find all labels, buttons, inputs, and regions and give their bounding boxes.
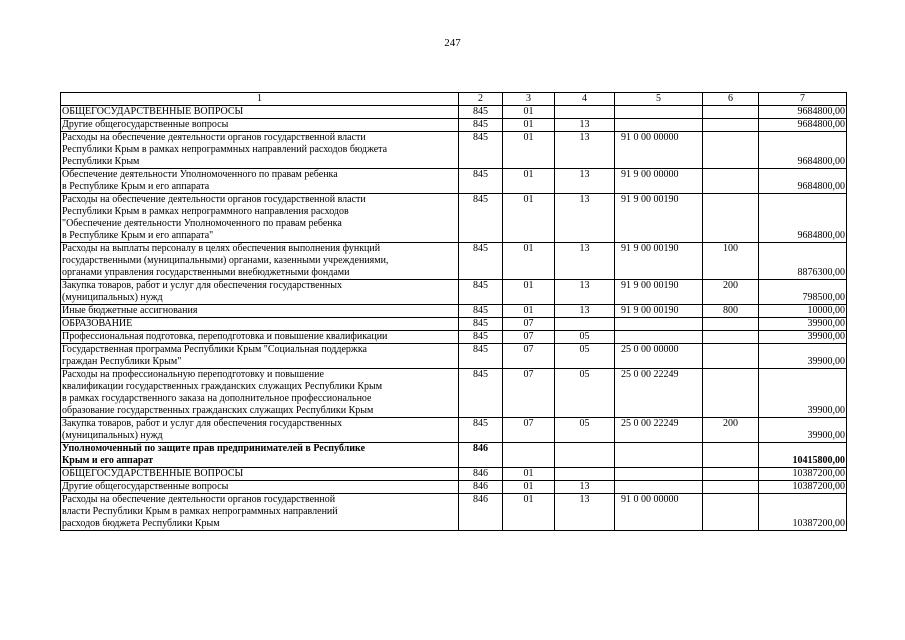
row-section-cell: 01 — [503, 305, 555, 318]
table-row — [61, 344, 847, 369]
row-expense-type-cell — [703, 494, 759, 531]
row-target-article-cell: 91 9 00 00190 — [615, 305, 703, 318]
row-section-cell: 01 — [503, 481, 555, 494]
row-section-cell: 01 — [503, 169, 555, 194]
row-name-cell: Обеспечение деятельности Уполномоченного по правам ребенка в Республике Крым и его аппарата — [61, 169, 459, 194]
row-target-article-cell — [615, 119, 703, 132]
row-department-cell: 845 — [459, 331, 503, 344]
column-header: 2 — [459, 93, 503, 106]
table-row — [61, 481, 847, 494]
row-department-cell: 845 — [459, 305, 503, 318]
row-amount-cell: 39900,00 — [759, 344, 847, 369]
table-row — [61, 305, 847, 318]
table-row — [61, 169, 847, 194]
row-amount-cell: 9684800,00 — [759, 169, 847, 194]
row-name-cell: ОБРАЗОВАНИЕ — [61, 318, 459, 331]
row-target-article-cell: 91 9 00 00190 — [615, 243, 703, 280]
row-department-cell: 845 — [459, 169, 503, 194]
row-name-cell: Закупка товаров, работ и услуг для обеспечения государственных (муниципальных) нужд — [61, 280, 459, 305]
row-expense-type-cell — [703, 369, 759, 418]
row-department-cell: 846 — [459, 481, 503, 494]
row-section-cell: 01 — [503, 194, 555, 243]
row-subsection-cell — [555, 468, 615, 481]
row-target-article-cell — [615, 468, 703, 481]
row-department-cell: 845 — [459, 132, 503, 169]
row-expense-type-cell — [703, 119, 759, 132]
row-expense-type-cell — [703, 132, 759, 169]
row-amount-cell: 10387200,00 — [759, 481, 847, 494]
row-target-article-cell: 25 0 00 22249 — [615, 418, 703, 443]
row-expense-type-cell: 800 — [703, 305, 759, 318]
row-amount-cell: 10415800,00 — [759, 443, 847, 468]
row-subsection-cell — [555, 443, 615, 468]
row-target-article-cell: 91 9 00 00190 — [615, 194, 703, 243]
column-header: 4 — [555, 93, 615, 106]
column-header: 1 — [61, 93, 459, 106]
row-section-cell: 07 — [503, 331, 555, 344]
row-subsection-cell: 05 — [555, 344, 615, 369]
row-expense-type-cell — [703, 194, 759, 243]
row-section-cell: 01 — [503, 243, 555, 280]
row-department-cell: 845 — [459, 369, 503, 418]
row-section-cell: 01 — [503, 468, 555, 481]
row-section-cell: 07 — [503, 418, 555, 443]
row-target-article-cell: 91 0 00 00000 — [615, 132, 703, 169]
row-target-article-cell — [615, 331, 703, 344]
row-subsection-cell: 13 — [555, 481, 615, 494]
row-expense-type-cell — [703, 468, 759, 481]
row-section-cell: 01 — [503, 106, 555, 119]
row-amount-cell: 9684800,00 — [759, 106, 847, 119]
row-subsection-cell: 13 — [555, 243, 615, 280]
table-row — [61, 243, 847, 280]
row-name-cell: Расходы на профессиональную переподготовку и повышение квалификации государственных гражданских служащих Республики Крым в рамках государственного заказа на дополнительное профессиональное образование государственных гражданских служащих Республики Крым — [61, 369, 459, 418]
row-expense-type-cell: 200 — [703, 418, 759, 443]
row-subsection-cell — [555, 106, 615, 119]
row-name-cell: Профессиональная подготовка, переподготовка и повышение квалификации — [61, 331, 459, 344]
table-body — [61, 93, 847, 531]
row-section-cell: 01 — [503, 119, 555, 132]
row-target-article-cell — [615, 443, 703, 468]
column-header: 5 — [615, 93, 703, 106]
row-expense-type-cell — [703, 443, 759, 468]
column-header: 6 — [703, 93, 759, 106]
row-name-cell: Уполномоченный по защите прав предпринимателей в Республике Крым и его аппарат — [61, 443, 459, 468]
row-amount-cell: 39900,00 — [759, 369, 847, 418]
column-header-row — [61, 93, 847, 106]
row-amount-cell: 9684800,00 — [759, 132, 847, 169]
row-department-cell: 845 — [459, 318, 503, 331]
row-target-article-cell: 25 0 00 00000 — [615, 344, 703, 369]
row-expense-type-cell — [703, 169, 759, 194]
table-row — [61, 369, 847, 418]
budget-table — [60, 92, 847, 531]
row-subsection-cell: 05 — [555, 418, 615, 443]
row-subsection-cell: 13 — [555, 194, 615, 243]
row-target-article-cell — [615, 318, 703, 331]
row-section-cell — [503, 443, 555, 468]
row-amount-cell: 9684800,00 — [759, 194, 847, 243]
row-department-cell: 846 — [459, 494, 503, 531]
row-subsection-cell: 13 — [555, 119, 615, 132]
row-name-cell: Расходы на обеспечение деятельности органов государственной власти Республики Крым в рамках непрограммных направлений расходов бюджета Республики Крым — [61, 132, 459, 169]
table-row — [61, 194, 847, 243]
row-department-cell: 846 — [459, 443, 503, 468]
row-amount-cell: 8876300,00 — [759, 243, 847, 280]
row-expense-type-cell — [703, 106, 759, 119]
row-department-cell: 846 — [459, 468, 503, 481]
row-section-cell: 07 — [503, 318, 555, 331]
row-amount-cell: 9684800,00 — [759, 119, 847, 132]
column-header: 7 — [759, 93, 847, 106]
row-department-cell: 845 — [459, 418, 503, 443]
table-row — [61, 132, 847, 169]
table-row — [61, 318, 847, 331]
column-header: 3 — [503, 93, 555, 106]
table-row — [61, 418, 847, 443]
row-amount-cell: 39900,00 — [759, 418, 847, 443]
row-department-cell: 845 — [459, 280, 503, 305]
row-amount-cell: 798500,00 — [759, 280, 847, 305]
row-name-cell: Расходы на выплаты персоналу в целях обеспечения выполнения функций государственными (муниципальными) органами, казенными учреждениями, органами управления государственными внебюджетными фондами — [61, 243, 459, 280]
row-name-cell: Другие общегосударственные вопросы — [61, 481, 459, 494]
row-subsection-cell: 13 — [555, 494, 615, 531]
page-number: 247 — [444, 37, 461, 49]
table-row — [61, 331, 847, 344]
table-row — [61, 106, 847, 119]
row-target-article-cell: 91 0 00 00000 — [615, 494, 703, 531]
row-amount-cell: 10387200,00 — [759, 494, 847, 531]
row-subsection-cell: 13 — [555, 305, 615, 318]
table-row — [61, 443, 847, 468]
row-section-cell: 07 — [503, 344, 555, 369]
row-name-cell: ОБЩЕГОСУДАРСТВЕННЫЕ ВОПРОСЫ — [61, 468, 459, 481]
row-expense-type-cell: 200 — [703, 280, 759, 305]
row-target-article-cell — [615, 106, 703, 119]
row-amount-cell: 10387200,00 — [759, 468, 847, 481]
table-row — [61, 280, 847, 305]
row-section-cell: 01 — [503, 280, 555, 305]
row-target-article-cell — [615, 481, 703, 494]
row-name-cell: Расходы на обеспечение деятельности органов государственной власти Республики Крым в рамках непрограммных направлений расходов бюджета Республики Крым — [61, 494, 459, 531]
row-subsection-cell: 13 — [555, 280, 615, 305]
row-subsection-cell: 05 — [555, 369, 615, 418]
row-name-cell: Иные бюджетные ассигнования — [61, 305, 459, 318]
row-department-cell: 845 — [459, 243, 503, 280]
row-amount-cell: 39900,00 — [759, 331, 847, 344]
row-expense-type-cell — [703, 481, 759, 494]
row-department-cell: 845 — [459, 119, 503, 132]
row-name-cell: Другие общегосударственные вопросы — [61, 119, 459, 132]
row-name-cell: Закупка товаров, работ и услуг для обеспечения государственных (муниципальных) нужд — [61, 418, 459, 443]
table-row — [61, 119, 847, 132]
row-subsection-cell — [555, 318, 615, 331]
table-row — [61, 468, 847, 481]
row-department-cell: 845 — [459, 106, 503, 119]
row-target-article-cell: 25 0 00 22249 — [615, 369, 703, 418]
row-subsection-cell: 13 — [555, 169, 615, 194]
row-section-cell: 01 — [503, 132, 555, 169]
row-target-article-cell: 91 9 00 00000 — [615, 169, 703, 194]
row-expense-type-cell — [703, 344, 759, 369]
row-name-cell: ОБЩЕГОСУДАРСТВЕННЫЕ ВОПРОСЫ — [61, 106, 459, 119]
row-subsection-cell: 05 — [555, 331, 615, 344]
row-expense-type-cell: 100 — [703, 243, 759, 280]
table-row — [61, 494, 847, 531]
row-name-cell: Расходы на обеспечение деятельности органов государственной власти Республики Крым в рамках непрограммного направления расходов "Обеспечение деятельности Уполномоченного по правам ребенка в Республике Крым и его аппарата" — [61, 194, 459, 243]
row-section-cell: 07 — [503, 369, 555, 418]
row-amount-cell: 10000,00 — [759, 305, 847, 318]
row-amount-cell: 39900,00 — [759, 318, 847, 331]
row-department-cell: 845 — [459, 194, 503, 243]
row-name-cell: Государственная программа Республики Крым "Социальная поддержка граждан Республики Крым" — [61, 344, 459, 369]
row-section-cell: 01 — [503, 494, 555, 531]
row-target-article-cell: 91 9 00 00190 — [615, 280, 703, 305]
row-department-cell: 845 — [459, 344, 503, 369]
row-subsection-cell: 13 — [555, 132, 615, 169]
row-expense-type-cell — [703, 331, 759, 344]
row-expense-type-cell — [703, 318, 759, 331]
